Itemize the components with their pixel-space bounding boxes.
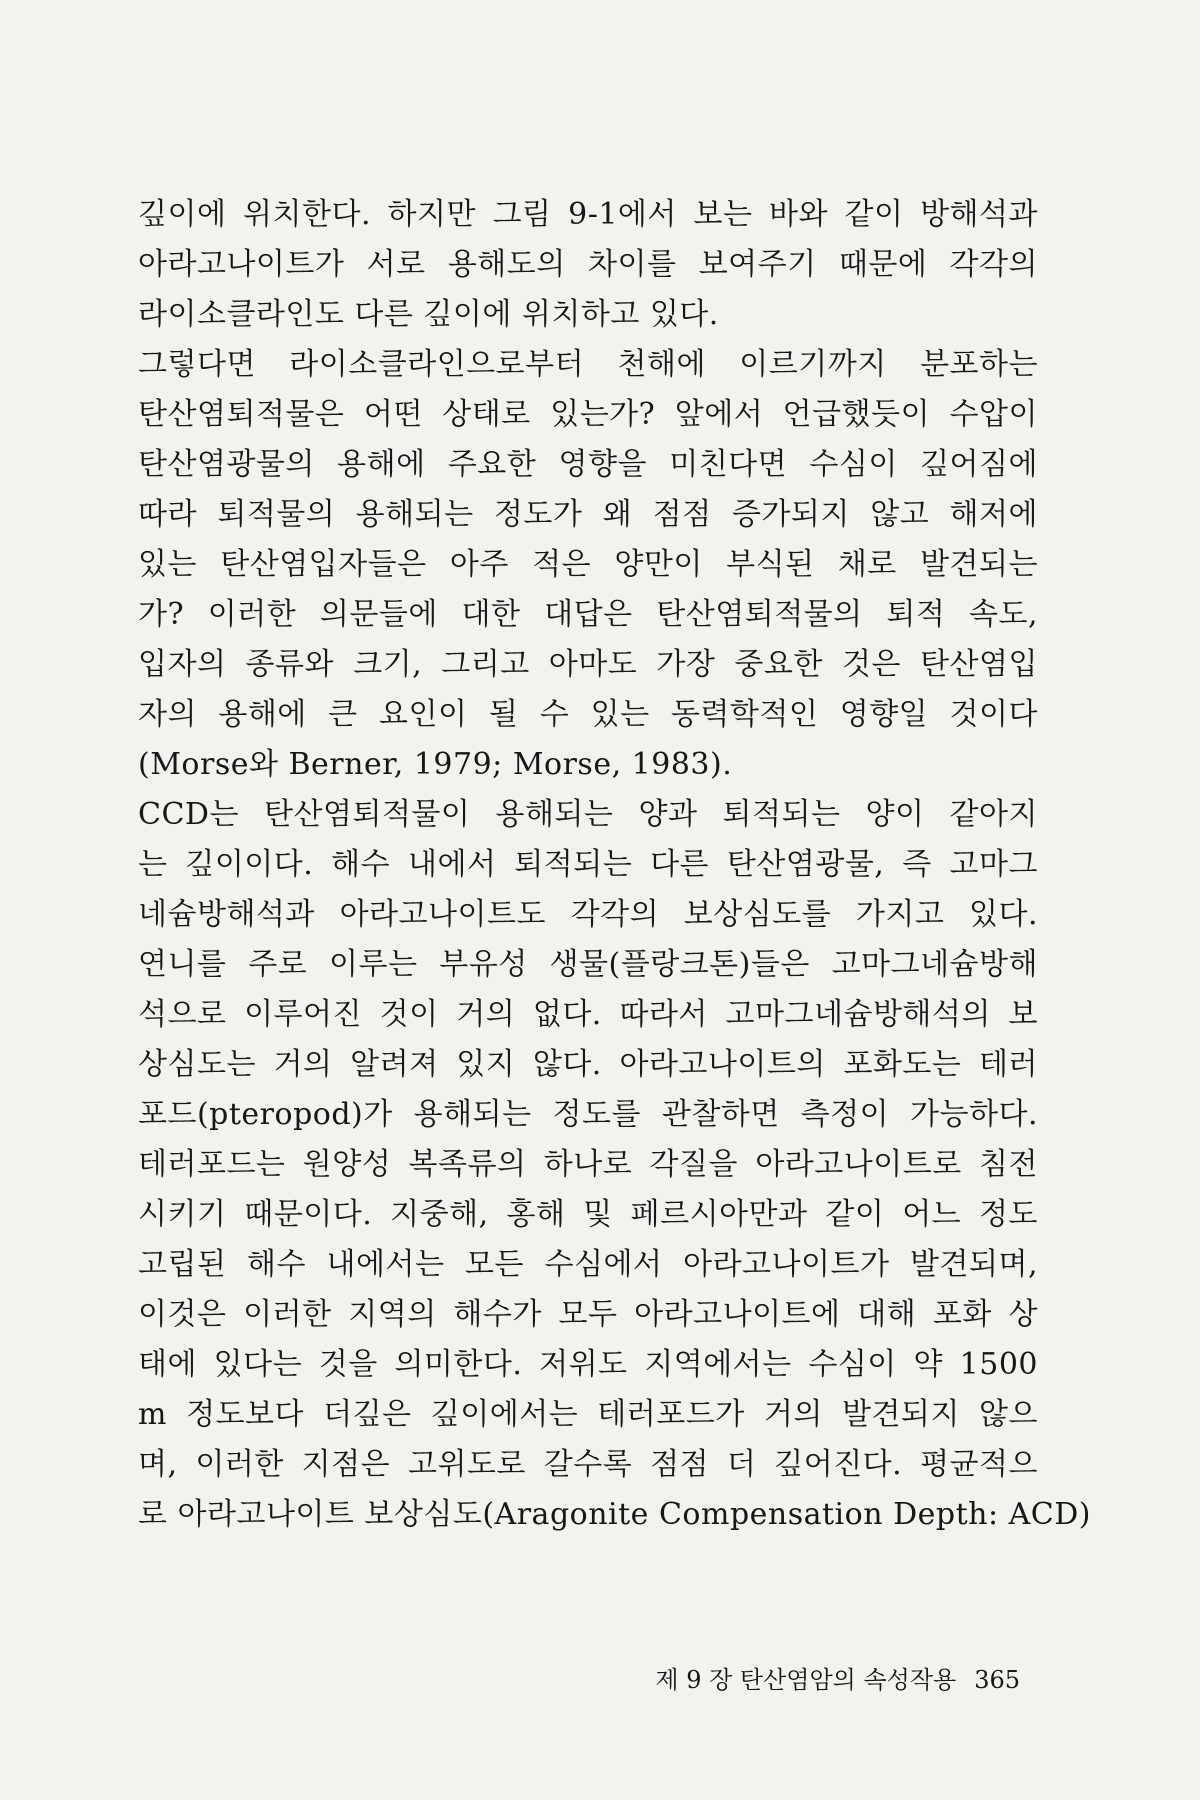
text-line: 포드(pteropod)가 용해되는 정도를 관찰하면 측정이 가능하다. <box>138 1097 1038 1132</box>
text-line: (Morse와 Berner, 1979; Morse, 1983). <box>138 747 733 782</box>
text-line: 깊이에 위치한다. 하지만 그림 9-1에서 보는 바와 같이 방해석과 <box>138 197 1038 232</box>
text-line: 입자의 종류와 크기, 그리고 아마도 가장 중요한 것은 탄산염입 <box>138 647 1038 682</box>
text-line: 따라 퇴적물의 용해되는 정도가 왜 점점 증가되지 않고 해저에 <box>138 497 1038 532</box>
text-line: 탄산염퇴적물은 어떤 상태로 있는가? 앞에서 언급했듯이 수압이 <box>138 397 1038 432</box>
text-line: 가? 이러한 의문들에 대한 대답은 탄산염퇴적물의 퇴적 속도, <box>138 597 1038 632</box>
text-line: 로 아라고나이트 보상심도(Aragonite Compensation Depth: ACD) <box>138 1497 1091 1532</box>
text-line: 있는 탄산염입자들은 아주 적은 양만이 부식된 채로 발견되는 <box>138 547 1038 582</box>
text-line: 아라고나이트가 서로 용해도의 차이를 보여주기 때문에 각각의 <box>138 247 1038 282</box>
text-line: 며, 이러한 지점은 고위도로 갈수록 점점 더 깊어진다. 평균적으 <box>138 1447 1038 1482</box>
text-line: 탄산염광물의 용해에 주요한 영향을 미친다면 수심이 깊어짐에 <box>138 447 1038 482</box>
text-line: m 정도보다 더깊은 깊이에서는 테러포드가 거의 발견되지 않으 <box>138 1397 1038 1432</box>
page-footer <box>600 1660 1020 1700</box>
text-line: 이것은 이러한 지역의 해수가 모두 아라고나이트에 대해 포화 상 <box>138 1297 1038 1332</box>
text-line: 라이소클라인도 다른 깊이에 위치하고 있다. <box>138 297 719 332</box>
page-number: 365 <box>974 1666 1020 1694</box>
text-line: CCD는 탄산염퇴적물이 용해되는 양과 퇴적되는 양이 같아지 <box>138 797 1038 832</box>
text-line: 시키기 때문이다. 지중해, 홍해 및 페르시아만과 같이 어느 정도 <box>138 1197 1038 1232</box>
text-line: 태에 있다는 것을 의미한다. 저위도 지역에서는 수심이 약 1500 <box>138 1347 1038 1382</box>
text-line: 네슘방해석과 아라고나이트도 각각의 보상심도를 가지고 있다. <box>138 897 1038 932</box>
text-line: 상심도는 거의 알려져 있지 않다. 아라고나이트의 포화도는 테러 <box>138 1047 1038 1082</box>
text-line: 테러포드는 원양성 복족류의 하나로 각질을 아라고나이트로 침전 <box>138 1147 1038 1182</box>
text-line: 자의 용해에 큰 요인이 될 수 있는 동력학적인 영향일 것이다 <box>138 697 1038 732</box>
text-line: 고립된 해수 내에서는 모든 수심에서 아라고나이트가 발견되며, <box>138 1247 1038 1282</box>
chapter-title: 제 9 장 탄산염암의 속성작용 <box>655 1666 957 1694</box>
body-text <box>138 190 1091 1540</box>
text-line: 는 깊이이다. 해수 내에서 퇴적되는 다른 탄산염광물, 즉 고마그 <box>138 847 1038 882</box>
text-line: 그렇다면 라이소클라인으로부터 천해에 이르기까지 분포하는 <box>138 347 1038 382</box>
text-line: 연니를 주로 이루는 부유성 생물(플랑크톤)들은 고마그네슘방해 <box>138 947 1038 982</box>
text-line: 석으로 이루어진 것이 거의 없다. 따라서 고마그네슘방해석의 보 <box>138 997 1038 1032</box>
